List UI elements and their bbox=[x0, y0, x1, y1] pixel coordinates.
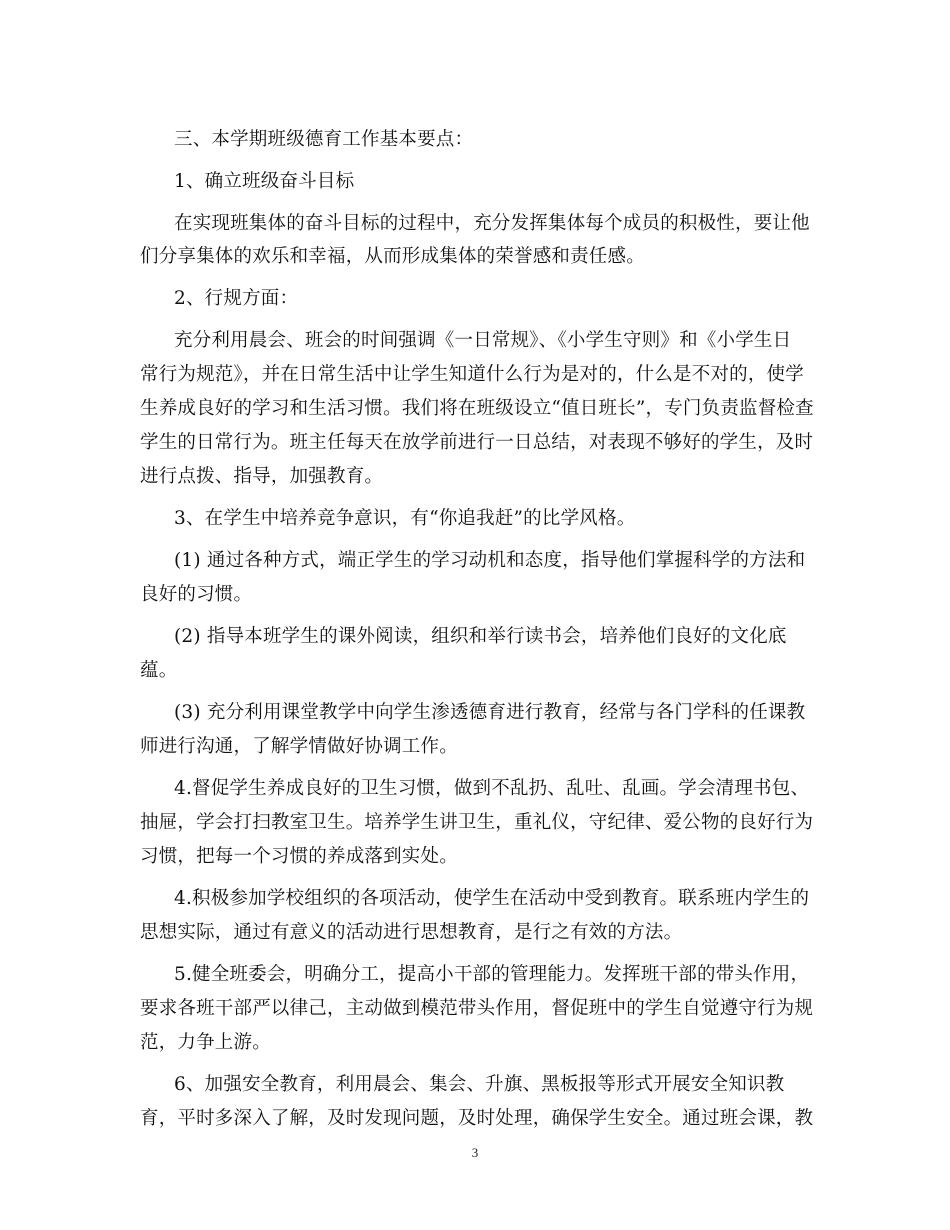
text-line: (1) 通过各种方式，端正学生的学习动机和态度，指导他们掌握科学的方法和 bbox=[174, 550, 806, 571]
text-line: 常行为规范》，并在日常生活中让学生知道什么行为是对的，什么是不对的，使学 bbox=[140, 364, 804, 385]
text-line: 在实现班集体的奋斗目标的过程中，充分发挥集体每个成员的积极性，要让他 bbox=[174, 213, 810, 234]
text-line: 抽屉，学会打扫教室卫生。培养学生讲卫生，重礼仪，守纪律、爱公物的良好行为 bbox=[140, 812, 814, 833]
text-line: 要求各班干部严以律己，主动做到模范带头作用，督促班中的学生自觉遵守行为规 bbox=[140, 998, 814, 1019]
subheading-competition: 3、在学生中培养竞争意识，有“你追我赶”的比学风格。 bbox=[174, 508, 636, 529]
text-line: 们分享集体的欢乐和幸福，从而形成集体的荣誉感和责任感。 bbox=[140, 246, 645, 267]
text-line: 思想实际，通过有意义的活动进行思想教育，是行之有效的方法。 bbox=[140, 922, 683, 943]
text-line: 学生的日常行为。班主任每天在放学前进行一日总结，对表现不够好的学生，及时 bbox=[140, 432, 814, 453]
text-line: 4.督促学生养成良好的卫生习惯，做到不乱扔、乱吐、乱画。学会清理书包、 bbox=[174, 778, 810, 799]
text-line: (2) 指导本班学生的课外阅读，组织和举行读书会，培养他们良好的文化底 bbox=[174, 626, 787, 647]
text-line: 师进行沟通，了解学情做好协调工作。 bbox=[140, 736, 458, 757]
text-line: 良好的习惯。 bbox=[140, 584, 253, 605]
text-line: 习惯，把每一个习惯的养成落到实处。 bbox=[140, 846, 458, 867]
text-line: 5.健全班委会，明确分工，提高小干部的管理能力。发挥班干部的带头作用， bbox=[174, 964, 810, 985]
section-heading: 三、本学期班级德育工作基本要点： bbox=[174, 129, 474, 150]
text-line: 6、加强安全教育，利用晨会、集会、升旗、黑板报等形式开展安全知识教 bbox=[174, 1074, 785, 1095]
text-line: 进行点拨、指导，加强教育。 bbox=[140, 466, 384, 487]
subheading-conduct: 2、行规方面： bbox=[174, 288, 299, 309]
text-line: 育，平时多深入了解，及时发现问题，及时处理，确保学生安全。通过班会课，教 bbox=[140, 1108, 814, 1129]
text-line: (3) 充分利用课堂教学中向学生渗透德育进行教育，经常与各门学科的任课教 bbox=[174, 702, 806, 723]
page-number: 3 bbox=[471, 1145, 479, 1160]
text-line: 生养成良好的学习和生活习惯。我们将在班级设立“值日班长”，专门负责监督检查 bbox=[140, 398, 814, 419]
text-line: 范，力争上游。 bbox=[140, 1032, 271, 1053]
text-line: 4.积极参加学校组织的各项活动，使学生在活动中受到教育。联系班内学生的 bbox=[174, 888, 810, 909]
subheading-goal: 1、确立班级奋斗目标 bbox=[174, 171, 355, 192]
text-line: 蕴。 bbox=[140, 660, 178, 681]
text-line: 充分利用晨会、班会的时间强调《一日常规》、《小学生守则》和《小学生日 bbox=[174, 330, 792, 351]
